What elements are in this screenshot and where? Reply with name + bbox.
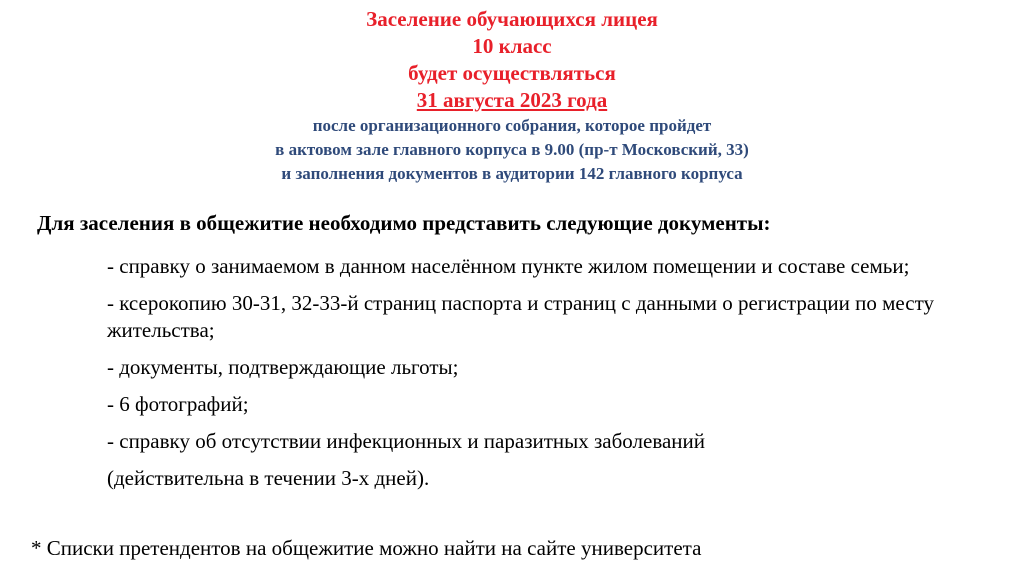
documents-heading: Для заселения в общежитие необходимо представить следующие документы:: [37, 211, 771, 235]
document-item-validity-note: (действительна в течении 3-х дней).: [107, 466, 430, 490]
detail-line-3: и заполнения документов в аудитории 142 главного корпуса: [281, 164, 743, 183]
move-in-date: 31 августа 2023 года: [416, 88, 608, 112]
document-item-medical-certificate: - справку об отсутствии инфекционных и паразитных заболеваний: [107, 429, 705, 453]
documents-list: [107, 253, 947, 498]
footer-note: * Списки претендентов на общежитие можно найти на сайте университета: [31, 536, 702, 560]
document-item-benefits: - документы, подтверждающие льготы;: [107, 355, 459, 379]
detail-line-1: после организационного собрания, которое пройдет: [312, 116, 712, 135]
title-line-1: Заселение обучающихся лицея: [366, 7, 658, 31]
title-line-3: будет осуществляться: [408, 61, 616, 85]
title-line-2: 10 класс: [472, 34, 552, 58]
detail-line-2: в актовом зале главного корпуса в 9.00 (пр-т Московский, 33): [275, 140, 749, 159]
document-item-photos: - 6 фотографий;: [107, 392, 249, 416]
document-item-housing-certificate: - справку о занимаемом в данном населённом пункте жилом помещении и составе семьи;: [107, 254, 910, 278]
document-item-passport-copy: - ксерокопию 30-31, 32-33-й страниц паспорта и страниц с данными о регистрации по месту жительства;: [107, 291, 934, 342]
announcement-header: [0, 6, 1024, 186]
